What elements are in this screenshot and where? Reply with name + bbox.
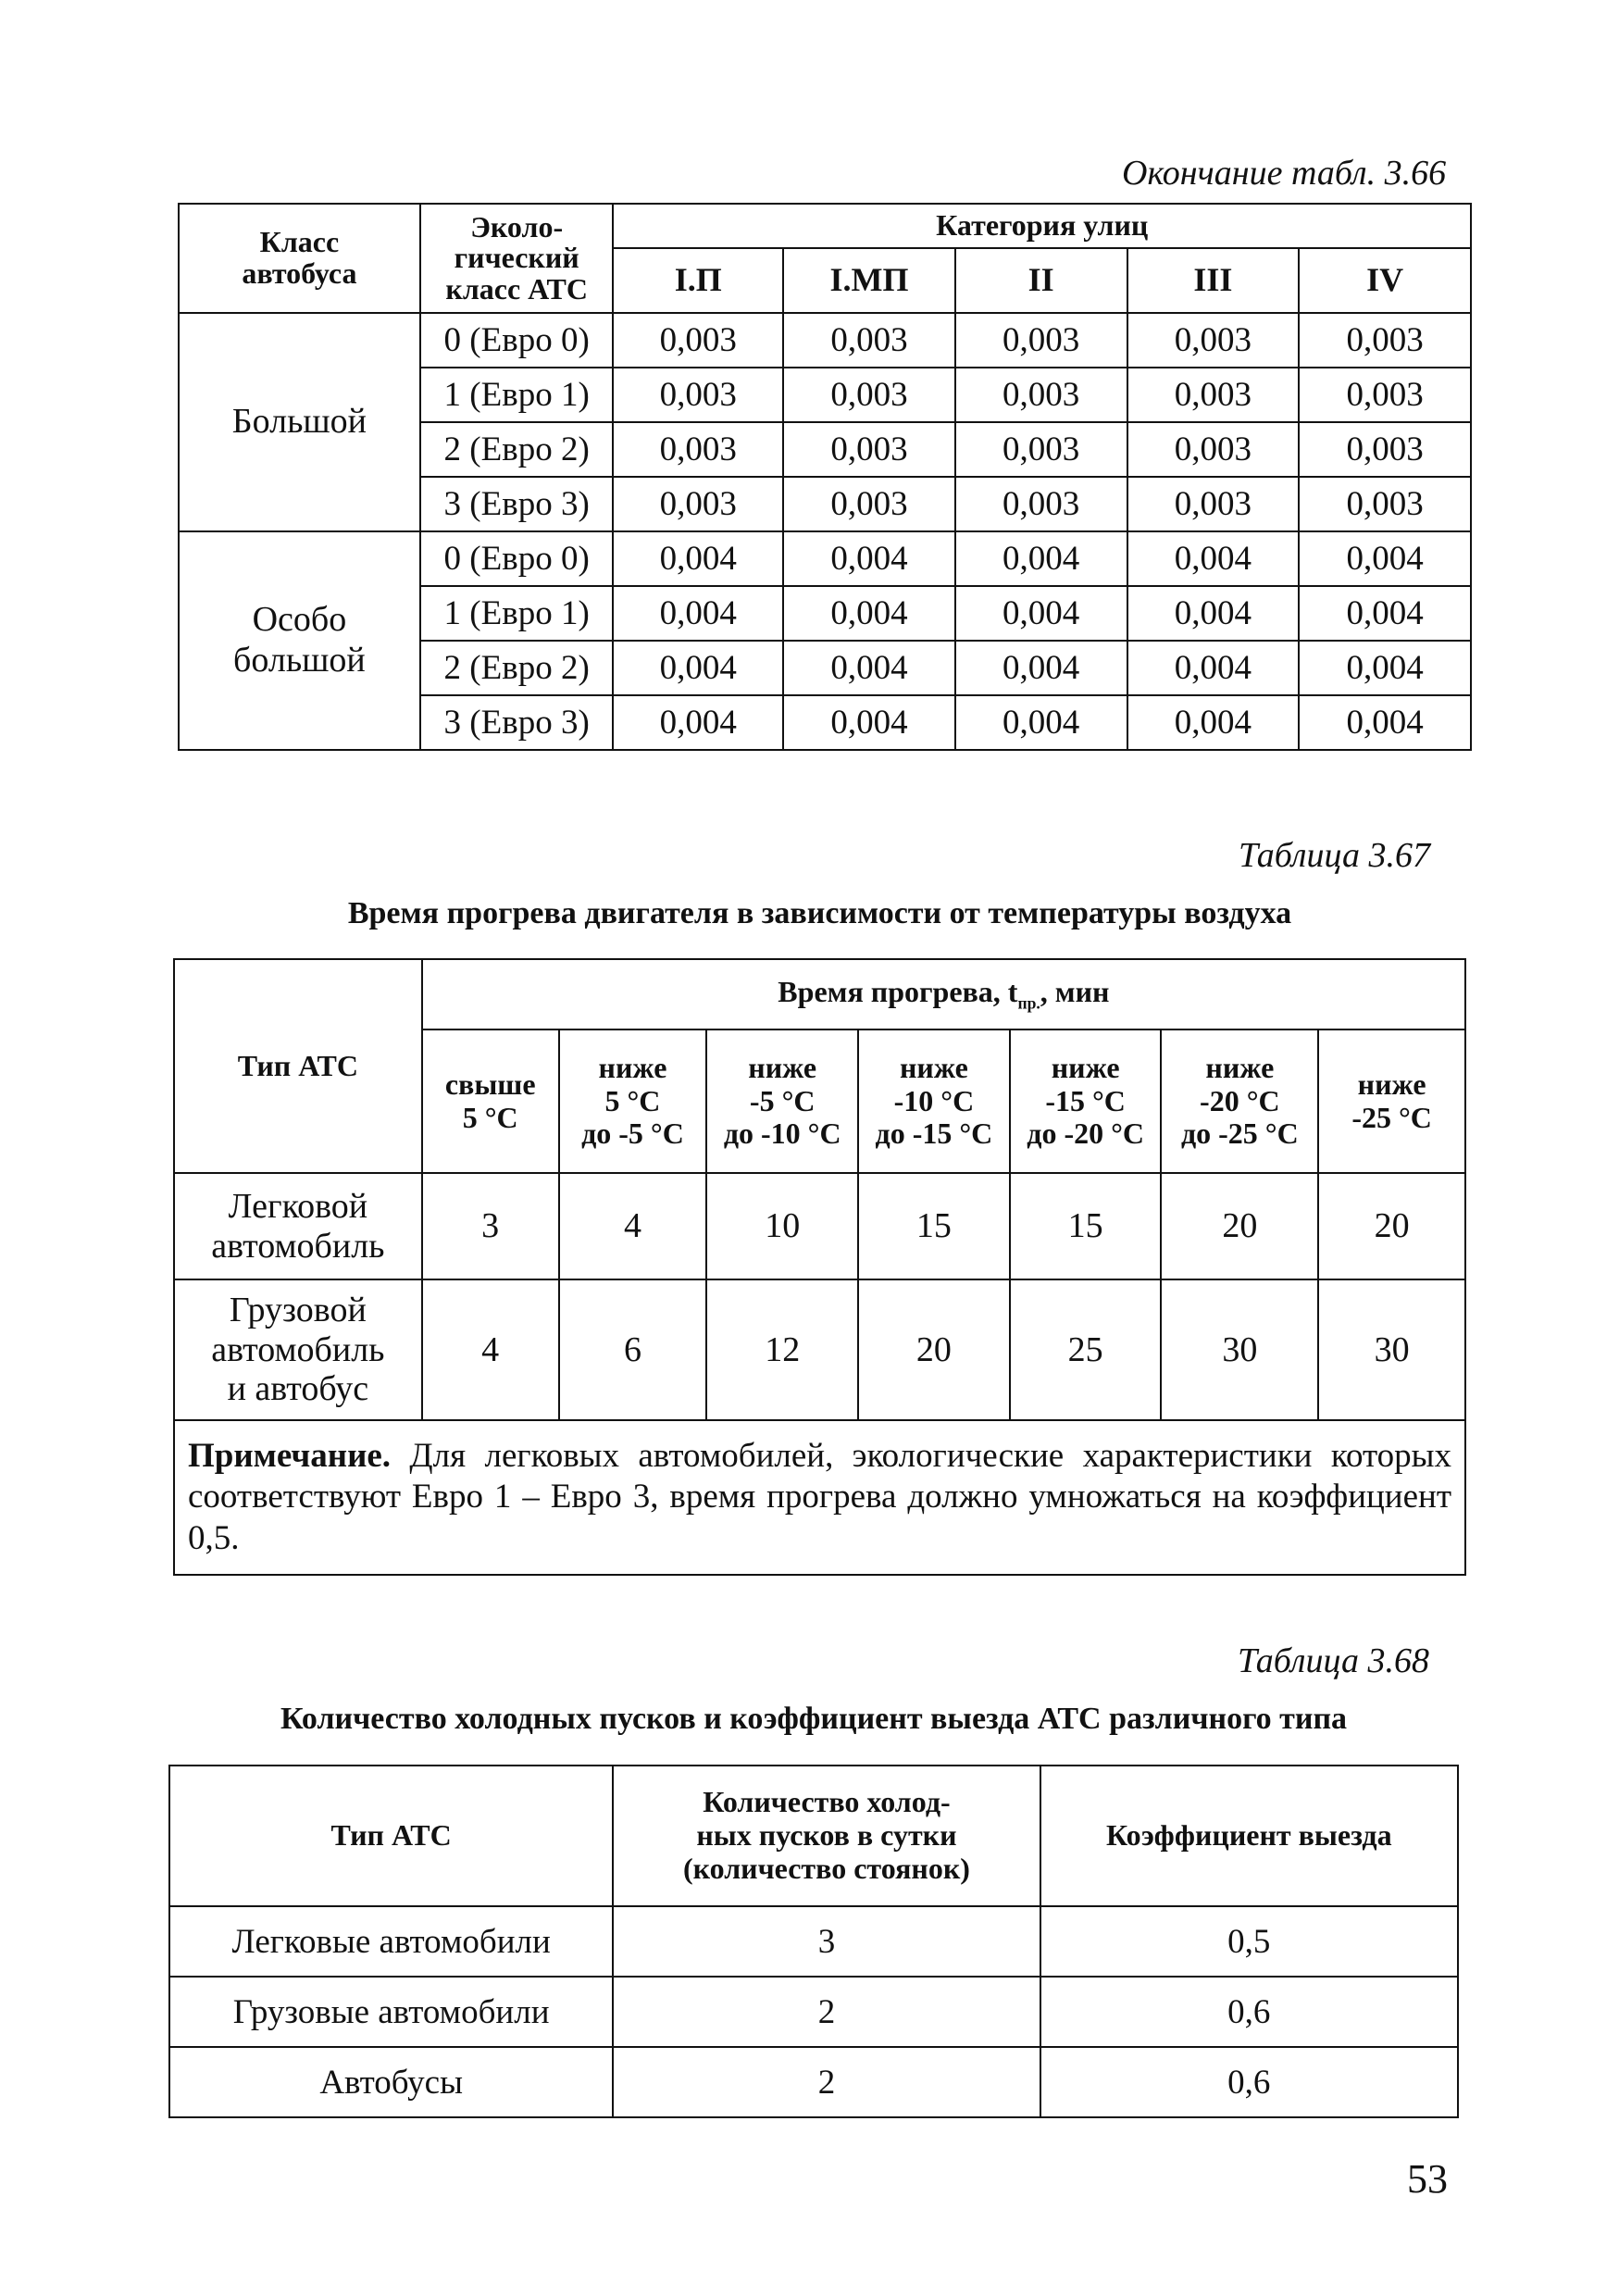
table-367 bbox=[173, 958, 1466, 1576]
table-row bbox=[169, 2047, 1458, 2117]
value-cell: 3 bbox=[422, 1173, 559, 1279]
category-header: I.МП bbox=[783, 248, 955, 313]
value-cell: 0,004 bbox=[613, 531, 783, 586]
eco-class-cell: 1 (Евро 1) bbox=[420, 586, 614, 641]
table-row bbox=[169, 1977, 1458, 2047]
value-cell: 0,004 bbox=[1299, 531, 1471, 586]
eco-class-cell: 3 (Евро 3) bbox=[420, 695, 614, 750]
temperature-range-header: ниже -15 °С до -20 °С bbox=[1010, 1029, 1162, 1173]
vehicle-type-cell: Автобусы bbox=[169, 2047, 613, 2117]
table-368 bbox=[168, 1765, 1459, 2118]
table-366-caption: Окончание табл. 3.66 bbox=[1122, 154, 1447, 193]
coef-cell: 0,5 bbox=[1040, 1906, 1458, 1977]
table-row bbox=[179, 313, 1471, 368]
bus-class-header: Класс автобуса bbox=[179, 204, 420, 313]
value-cell: 0,003 bbox=[1299, 368, 1471, 422]
street-category-header: Категория улиц bbox=[613, 204, 1471, 248]
value-cell: 0,003 bbox=[613, 313, 783, 368]
value-cell: 0,004 bbox=[1299, 695, 1471, 750]
vehicle-type-cell: Легковые автомобили bbox=[169, 1906, 613, 1977]
note-label: Примечание. bbox=[188, 1437, 392, 1475]
value-cell: 0,003 bbox=[783, 477, 955, 531]
value-cell: 0,003 bbox=[1127, 477, 1300, 531]
value-cell: 15 bbox=[858, 1173, 1010, 1279]
value-cell: 10 bbox=[706, 1173, 858, 1279]
eco-class-cell: 2 (Евро 2) bbox=[420, 641, 614, 695]
value-cell: 0,003 bbox=[955, 313, 1127, 368]
page-number: 53 bbox=[1407, 2156, 1448, 2202]
value-cell: 0,003 bbox=[1127, 422, 1300, 477]
value-cell: 0,003 bbox=[1299, 313, 1471, 368]
table-row bbox=[174, 1173, 1465, 1279]
eco-class-cell: 3 (Евро 3) bbox=[420, 477, 614, 531]
table-366 bbox=[178, 203, 1472, 751]
value-cell: 0,004 bbox=[955, 586, 1127, 641]
value-cell: 12 bbox=[706, 1279, 858, 1420]
table-row bbox=[179, 531, 1471, 586]
temperature-range-header: свыше 5 °С bbox=[422, 1029, 559, 1173]
category-header: I.П bbox=[613, 248, 783, 313]
value-cell: 6 bbox=[559, 1279, 707, 1420]
temperature-range-header: ниже -25 °С bbox=[1318, 1029, 1465, 1173]
eco-class-cell: 0 (Евро 0) bbox=[420, 531, 614, 586]
type-header: Тип АТС bbox=[169, 1766, 613, 1906]
value-cell: 0,004 bbox=[955, 531, 1127, 586]
type-header: Тип АТС bbox=[174, 959, 422, 1173]
value-cell: 0,004 bbox=[613, 641, 783, 695]
value-cell: 0,004 bbox=[1127, 531, 1300, 586]
value-cell: 0,003 bbox=[955, 477, 1127, 531]
eco-class-header: Эколо- гический класс АТС bbox=[420, 204, 614, 313]
eco-class-cell: 0 (Евро 0) bbox=[420, 313, 614, 368]
value-cell: 4 bbox=[422, 1279, 559, 1420]
value-cell: 0,004 bbox=[613, 586, 783, 641]
cold-starts-cell: 2 bbox=[613, 2047, 1040, 2117]
cold-starts-header: Количество холод- ных пусков в сутки (количество стоянок) bbox=[613, 1766, 1040, 1906]
bus-class-cell: Большой bbox=[179, 313, 420, 531]
departure-coef-header: Коэффициент выезда bbox=[1040, 1766, 1458, 1906]
category-header: II bbox=[955, 248, 1127, 313]
value-cell: 0,004 bbox=[1299, 586, 1471, 641]
value-cell: 0,004 bbox=[1299, 641, 1471, 695]
table-368-caption: Таблица 3.68 bbox=[1238, 1641, 1429, 1680]
value-cell: 0,003 bbox=[1299, 477, 1471, 531]
value-cell: 30 bbox=[1161, 1279, 1318, 1420]
value-cell: 25 bbox=[1010, 1279, 1162, 1420]
value-cell: 0,004 bbox=[613, 695, 783, 750]
vehicle-type-cell: Грузовой автомобиль и автобус bbox=[174, 1279, 422, 1420]
value-cell: 0,003 bbox=[783, 368, 955, 422]
value-cell: 0,004 bbox=[783, 586, 955, 641]
category-header: IV bbox=[1299, 248, 1471, 313]
value-cell: 0,004 bbox=[783, 695, 955, 750]
warmup-time-header: Время прогрева, $t_{пр.}$, мин bbox=[422, 959, 1465, 1029]
table-row bbox=[174, 1279, 1465, 1420]
value-cell: 20 bbox=[1318, 1173, 1465, 1279]
value-cell: 0,004 bbox=[955, 641, 1127, 695]
coef-cell: 0,6 bbox=[1040, 1977, 1458, 2047]
table-note bbox=[174, 1420, 1465, 1575]
value-cell: 0,003 bbox=[1127, 313, 1300, 368]
value-cell: 0,004 bbox=[1127, 641, 1300, 695]
value-cell: 0,003 bbox=[1299, 422, 1471, 477]
value-cell: 20 bbox=[1161, 1173, 1318, 1279]
value-cell: 0,004 bbox=[1127, 695, 1300, 750]
value-cell: 0,003 bbox=[955, 368, 1127, 422]
value-cell: 0,004 bbox=[783, 531, 955, 586]
temperature-range-header: ниже -5 °С до -10 °С bbox=[706, 1029, 858, 1173]
note-text: Для легковых автомобилей, экологические характеристики которых соответствуют Евро 1 – Евро 3, время прогрева должно умножаться на коэффициент 0,5. bbox=[188, 1437, 1451, 1557]
table-367-caption: Таблица 3.67 bbox=[1239, 836, 1430, 875]
value-cell: 0,004 bbox=[1127, 586, 1300, 641]
value-cell: 0,004 bbox=[955, 695, 1127, 750]
category-header: III bbox=[1127, 248, 1300, 313]
value-cell: 0,003 bbox=[783, 313, 955, 368]
value-cell: 0,003 bbox=[613, 422, 783, 477]
temperature-range-header: ниже 5 °С до -5 °С bbox=[559, 1029, 707, 1173]
eco-class-cell: 2 (Евро 2) bbox=[420, 422, 614, 477]
coef-cell: 0,6 bbox=[1040, 2047, 1458, 2117]
value-cell: 0,003 bbox=[955, 422, 1127, 477]
cold-starts-cell: 3 bbox=[613, 1906, 1040, 1977]
temperature-range-header: ниже -20 °С до -25 °С bbox=[1161, 1029, 1318, 1173]
table-367-title: Время прогрева двигателя в зависимости от температуры воздуха bbox=[347, 896, 1292, 930]
vehicle-type-cell: Грузовые автомобили bbox=[169, 1977, 613, 2047]
value-cell: 0,004 bbox=[783, 641, 955, 695]
vehicle-type-cell: Легковой автомобиль bbox=[174, 1173, 422, 1279]
value-cell: 30 bbox=[1318, 1279, 1465, 1420]
bus-class-cell: Особо большой bbox=[179, 531, 420, 750]
value-cell: 0,003 bbox=[1127, 368, 1300, 422]
eco-class-cell: 1 (Евро 1) bbox=[420, 368, 614, 422]
table-note-row bbox=[174, 1420, 1465, 1575]
value-cell: 4 bbox=[559, 1173, 707, 1279]
cold-starts-cell: 2 bbox=[613, 1977, 1040, 2047]
value-cell: 0,003 bbox=[613, 368, 783, 422]
value-cell: 15 bbox=[1010, 1173, 1162, 1279]
table-row bbox=[169, 1906, 1458, 1977]
temperature-range-header: ниже -10 °С до -15 °С bbox=[858, 1029, 1010, 1173]
value-cell: 20 bbox=[858, 1279, 1010, 1420]
table-368-title: Количество холодных пусков и коэффициент выезда АТС различного типа bbox=[280, 1702, 1348, 1736]
value-cell: 0,003 bbox=[783, 422, 955, 477]
value-cell: 0,003 bbox=[613, 477, 783, 531]
